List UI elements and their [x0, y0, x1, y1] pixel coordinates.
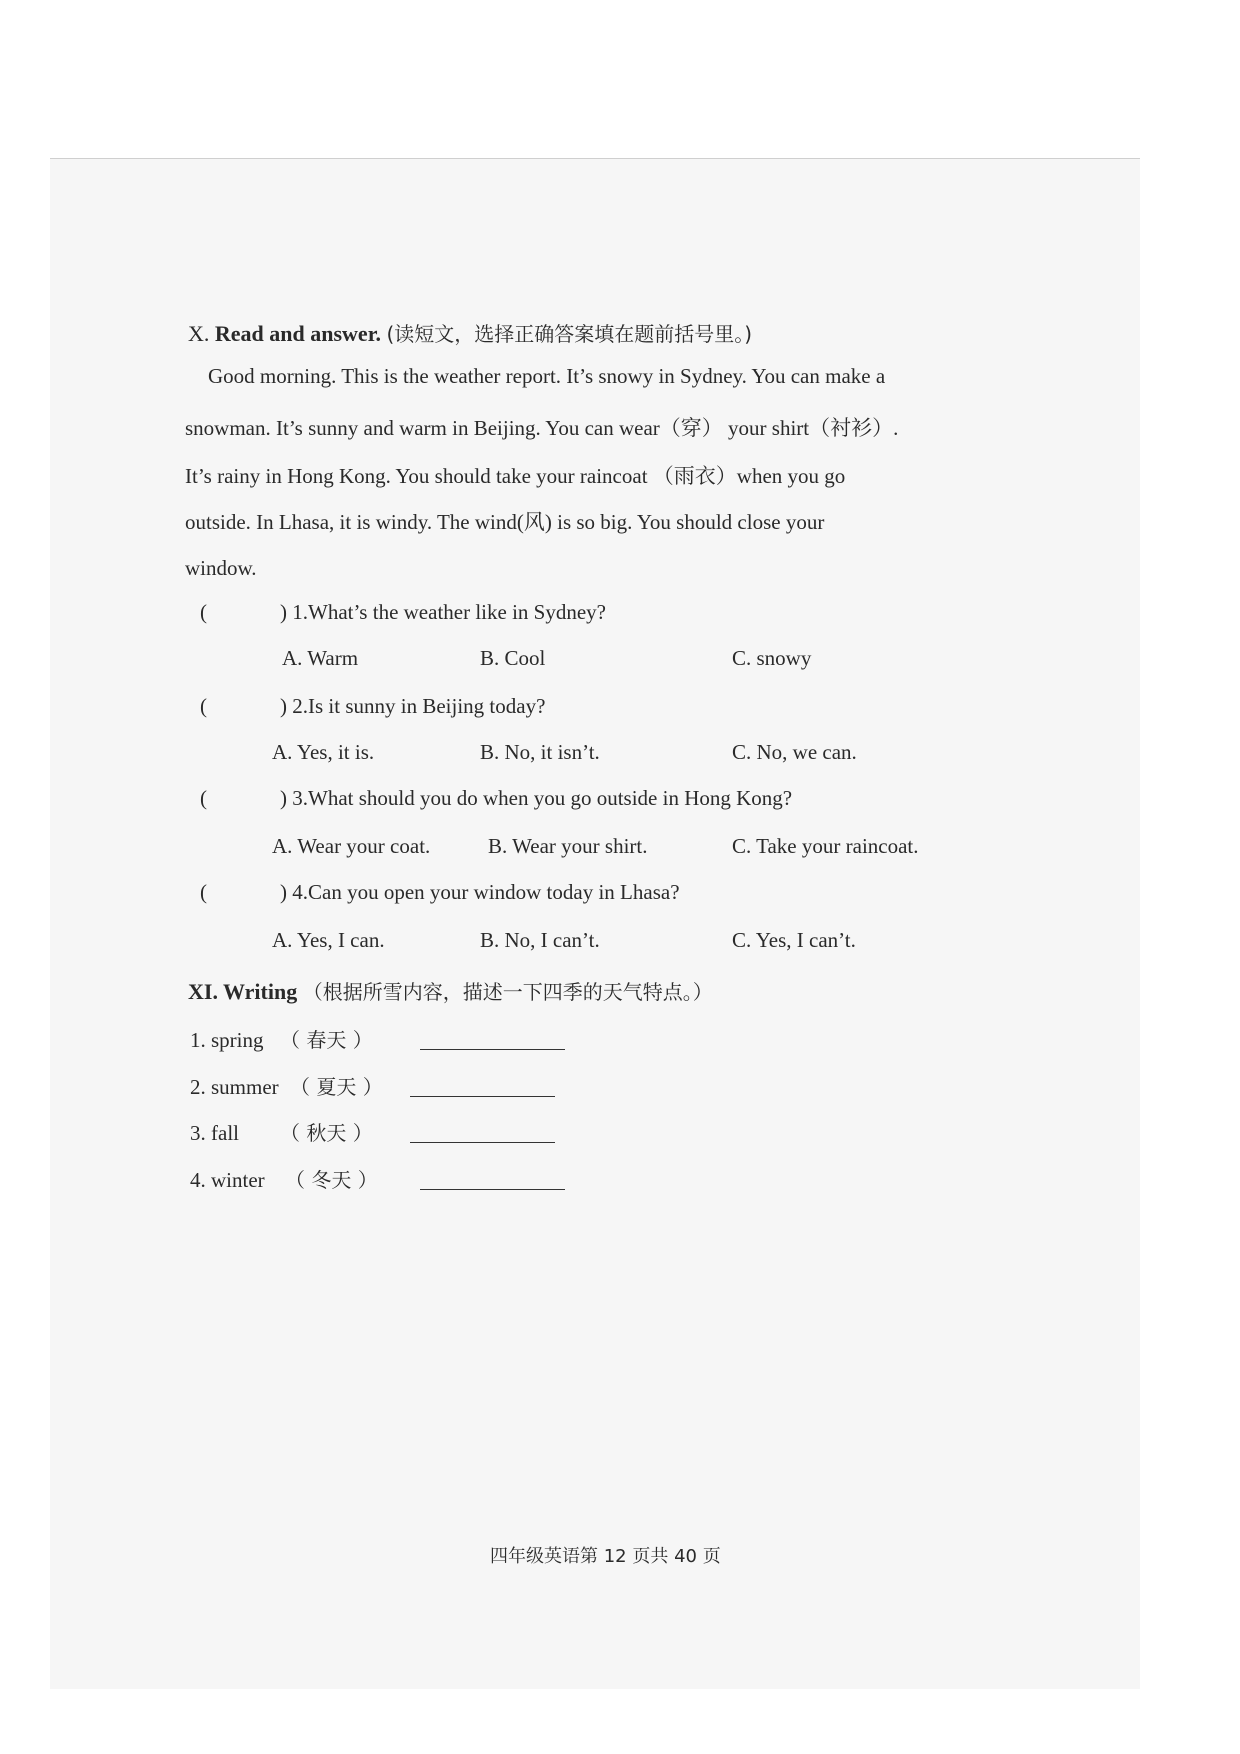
- question-1: ( ) 1.What’s the weather like in Sydney?: [200, 600, 606, 624]
- section-10-heading: [188, 318, 752, 347]
- question-2-text: 2.Is it sunny in Beijing today?: [292, 694, 546, 718]
- answer-paren-3[interactable]: (: [200, 786, 207, 810]
- q3-option-a: A. Wear your coat.: [272, 834, 431, 858]
- writing-blank-summer[interactable]: [410, 1082, 555, 1097]
- question-4-text: 4.Can you open your window today in Lhasa?: [292, 880, 680, 904]
- q1-option-a: A. Warm: [282, 646, 359, 670]
- writing-item-fall: 3. fall （ 秋天 ）: [190, 1117, 555, 1146]
- writing-item-spring: 1. spring （ 春天 ）: [190, 1024, 565, 1053]
- answer-paren-1[interactable]: (: [200, 600, 207, 624]
- q1-option-b: B. Cool: [480, 646, 546, 670]
- q4-option-c: C. Yes, I can’t.: [732, 928, 856, 952]
- page-footer: 四年级英语第 12 页共 40 页: [490, 1546, 721, 1567]
- passage-line-4: outside. In Lhasa, it is windy. The wind(风) is so big. You should close your: [185, 510, 825, 534]
- passage-line-1: Good morning. This is the weather report. It’s snowy in Sydney. You can make a: [208, 364, 886, 388]
- writing-blank-fall[interactable]: [410, 1128, 555, 1143]
- q2-option-c: C. No, we can.: [732, 740, 857, 764]
- q2-option-b: B. No, it isn’t.: [480, 740, 600, 764]
- q4-option-b: B. No, I can’t.: [480, 928, 600, 952]
- passage-line-5: window.: [185, 556, 257, 580]
- q4-option-a: A. Yes, I can.: [272, 928, 385, 952]
- section-11-title: XI. Writing: [188, 979, 298, 1004]
- passage-line-2: snowman. It’s sunny and warm in Beijing. You can wear（穿） your shirt（衬衫）.: [185, 416, 899, 440]
- writing-blank-spring[interactable]: [420, 1035, 565, 1050]
- question-4: ( ) 4.Can you open your window today in Lhasa?: [200, 880, 680, 904]
- section-11-instruction: （根据所雪内容，描述一下四季的天气特点。）: [302, 980, 713, 1004]
- section-10-instruction: (读短文，选择正确答案填在题前括号里。): [386, 322, 753, 346]
- question-3-text: 3.What should you do when you go outside in Hong Kong?: [292, 786, 793, 810]
- q2-option-a: A. Yes, it is.: [272, 740, 375, 764]
- q1-option-c: C. snowy: [732, 646, 812, 670]
- section-10-number: X.: [188, 321, 210, 346]
- question-1-text: 1.What’s the weather like in Sydney?: [292, 600, 606, 624]
- question-3: ( ) 3.What should you do when you go outside in Hong Kong?: [200, 786, 793, 810]
- writing-item-winter: 4. winter （ 冬天 ）: [190, 1164, 565, 1193]
- q3-option-b: B. Wear your shirt.: [488, 834, 648, 858]
- question-2: ( ) 2.Is it sunny in Beijing today?: [200, 694, 546, 718]
- section-11-heading: [188, 976, 713, 1005]
- writing-item-summer: 2. summer （ 夏天 ）: [190, 1071, 555, 1100]
- section-10-title: Read and answer.: [214, 321, 381, 346]
- q3-option-c: C. Take your raincoat.: [732, 834, 919, 858]
- answer-paren-4[interactable]: (: [200, 880, 207, 904]
- passage-line-3: It’s rainy in Hong Kong. You should take your raincoat （雨衣）when you go: [185, 464, 846, 488]
- answer-paren-2[interactable]: (: [200, 694, 207, 718]
- writing-blank-winter[interactable]: [420, 1175, 565, 1190]
